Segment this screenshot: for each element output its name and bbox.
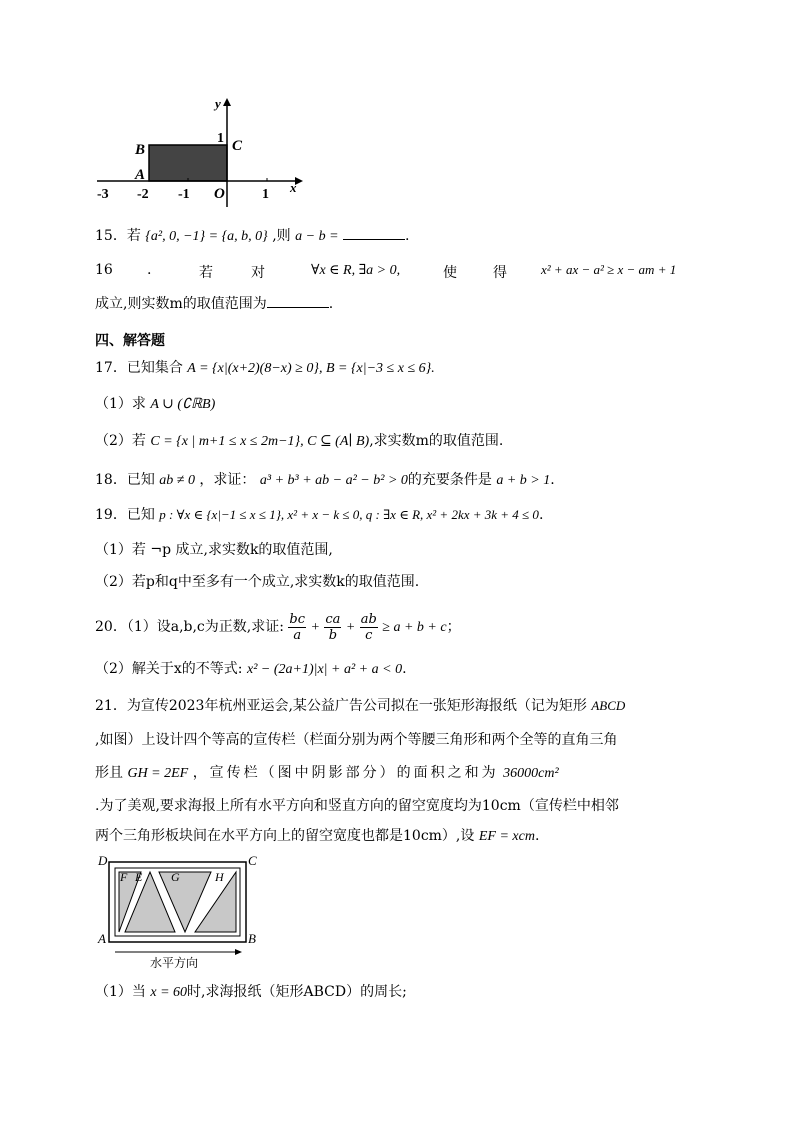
label-f: F xyxy=(120,870,128,884)
q16-inequality: x² + ax − a² ≥ x − am + 1 xyxy=(541,262,677,277)
question-18: 18．已知 ab ≠ 0 ，求证： a³ + b³ + ab − a² − b² > 0的充要条件是 a + b > 1. xyxy=(95,472,555,488)
answer-blank-16[interactable] xyxy=(267,293,329,308)
question-16-line2: 成立,则实数m的取值范围为 . xyxy=(95,293,333,314)
x-axis-label: x xyxy=(290,180,297,195)
q16-condition: ∀x ∈ R, ∃a > 0, xyxy=(311,263,401,278)
coordinate-figure xyxy=(95,92,310,212)
question-19-part2: （2）若p和q中至多有一个成立,求实数k的取值范围. xyxy=(95,574,420,590)
section-heading: 四、解答题 xyxy=(95,333,165,349)
q15-expr: a − b = xyxy=(295,229,339,244)
corner-a: A xyxy=(98,931,106,946)
y-axis-arrow-icon xyxy=(223,98,231,106)
question-19-part1: （1）若 ¬p 成立,求实数k的取值范围, xyxy=(95,542,333,558)
question-20-part2: （2）解关于x的不等式: x² − (2a+1)|x| + a² + a < 0. xyxy=(95,661,407,677)
q17-sets: A = {x|(x+2)(8−x) ≥ 0}, B = {x|−3 ≤ x ≤ 6}. xyxy=(187,361,435,376)
question-21-line3: 形且 GH = 2EF ，宣传栏（图中阴影部分）的面积之和为 36000cm² xyxy=(95,765,559,781)
fraction-bc-a: $\frac{bc}{a}$ xyxy=(289,611,306,643)
question-19: 19．已知 p : ∀x ∈ {x|−1 ≤ x ≤ 1}, x² + x − k ≤ 0, q : ∃x ∈ R, x² + 2kx + 3k + 4 ≤ 0. xyxy=(95,507,544,523)
question-17: 17．已知集合 A = {x|(x+2)(8−x) ≥ 0}, B = {x|−3 ≤ x ≤ 6}. xyxy=(95,360,435,376)
corner-c: C xyxy=(248,853,257,868)
tick-x-neg3: -3 xyxy=(97,187,109,202)
tick-x-1: 1 xyxy=(262,187,269,202)
corner-d: D xyxy=(98,853,108,868)
q17-p2-expr: C = {x | m+1 ≤ x ≤ 2m−1}, C ⊆ (A∣ B) xyxy=(150,434,370,449)
question-21-line1: 21．为宣传2023年杭州亚运会,某公益广告公司拟在一张矩形海报纸（记为矩形 ABCD xyxy=(95,698,626,714)
q15-sets: {a², 0, −1} = {a, b, 0} xyxy=(145,229,268,244)
q17-p1-expr: A ∪ (∁ℝB) xyxy=(150,397,216,412)
y-axis-label: y xyxy=(215,96,221,111)
fraction-ab-c: $\frac{ab}{c}$ xyxy=(360,611,377,643)
shaded-rectangle xyxy=(149,145,227,181)
label-h: H xyxy=(215,870,224,884)
poster-diagram xyxy=(95,852,270,972)
question-17-part2: （2）若 C = {x | m+1 ≤ x ≤ 2m−1}, C ⊆ (A∣ B),求实数m的取值范围. xyxy=(95,433,504,449)
point-label-c: C xyxy=(232,138,243,154)
fraction-ca-b: $\frac{ca}{b}$ xyxy=(325,611,341,643)
question-21-line4: .为了美观,要求海报上所有水平方向和竖直方向的留空宽度均为10cm（宣传栏中相邻 xyxy=(95,798,619,814)
answer-blank-15[interactable] xyxy=(343,225,405,240)
tick-x-neg2: -2 xyxy=(137,187,149,202)
point-label-a: A xyxy=(135,167,146,183)
origin-label: O xyxy=(214,186,225,202)
question-21-part1: （1）当 x = 60时,求海报纸（矩形ABCD）的周长; xyxy=(95,984,407,1000)
question-20: 20．（1）设a,b,c为正数,求证: $\frac{bc}{a}$ + $\frac{ca}{b}$ + $\frac{ab}{c}$ ≥ a + b + c； xyxy=(95,611,461,643)
arrow-right-icon xyxy=(235,949,242,955)
point-label-b: B xyxy=(135,142,146,158)
tick-y-1: 1 xyxy=(217,131,224,146)
q19-propositions: p : ∀x ∈ {x|−1 ≤ x ≤ 1}, x² + x − k ≤ 0, q : ∃x ∈ R, x² + 2kx + 3k + 4 ≤ 0 xyxy=(159,507,539,522)
question-15: 15．若 {a², 0, −1} = {a, b, 0} ,则 a − b = . xyxy=(95,225,409,247)
question-16: 16 . 若 对 ∀x ∈ R, ∃a > 0, 使 得 x² + ax − a² ≥ x − am + 1 xyxy=(95,262,677,281)
tick-x-neg1: -1 xyxy=(178,187,190,202)
label-e: E xyxy=(135,870,143,884)
question-17-part1: （1）求 A ∪ (∁ℝB) xyxy=(95,396,216,412)
horizontal-direction-label: 水平方向 xyxy=(150,956,199,970)
question-21-line2: ,如图）上设计四个等高的宣传栏（栏面分别为两个等腰三角形和两个全等的直角三角 xyxy=(95,732,618,748)
label-g: G xyxy=(171,870,180,884)
question-21-line5: 两个三角形板块间在水平方向上的留空宽度也都是10cm）,设 EF = xcm. xyxy=(95,828,540,844)
corner-b: B xyxy=(248,931,256,946)
